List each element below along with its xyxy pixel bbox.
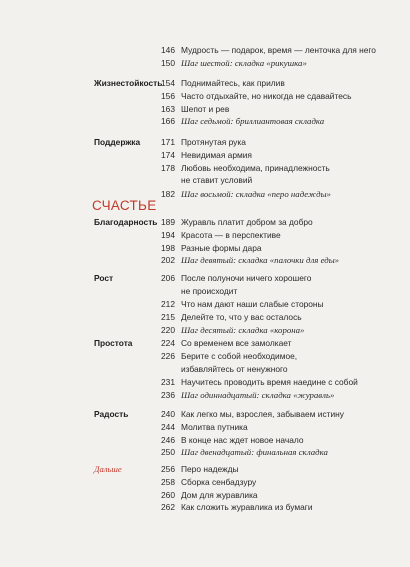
toc-entry: [0, 162, 410, 186]
page-number: 236: [161, 389, 175, 400]
entry-title: Шепот и рев: [181, 103, 230, 114]
section-label: Рост: [94, 273, 114, 283]
page-number: 215: [161, 311, 175, 322]
entry-title: Как сложить журавлика из бумаги: [181, 502, 313, 513]
section-label: Жизнестойкость: [94, 78, 163, 88]
toc-entry: [0, 115, 410, 127]
page-number: 182: [161, 188, 175, 199]
page-number: 174: [161, 149, 175, 160]
toc-entry: [0, 242, 410, 254]
toc-entry: [0, 136, 410, 148]
page-number: 194: [161, 229, 175, 240]
entry-title: Сборка сенбадзуру: [181, 476, 257, 487]
page-number: 146: [161, 45, 175, 55]
entry-title: Как легко мы, взрослея, забываем истину: [181, 409, 344, 419]
section-label: Радость: [94, 409, 129, 419]
toc-entry: [0, 298, 410, 310]
page-number: 256: [161, 464, 175, 474]
toc-entry: [0, 103, 410, 115]
section-label: Простота: [94, 338, 133, 348]
toc-entry: [0, 272, 410, 296]
page-number: 150: [161, 57, 175, 68]
page-number: 156: [161, 90, 175, 101]
page-number: 202: [161, 255, 175, 266]
toc-entry: [0, 254, 410, 266]
entry-title: Протянутая рука: [181, 137, 246, 147]
toc-entry: [0, 350, 410, 374]
page-number: 212: [161, 299, 175, 310]
toc-entry: [0, 188, 410, 200]
entry-title: Берите с собой необходимое, избавляйтесь от ненужного: [181, 350, 298, 374]
page-number: 240: [161, 409, 175, 419]
page-number: 166: [161, 116, 175, 127]
toc-entry: [0, 376, 410, 388]
page-number: 198: [161, 242, 175, 253]
page-number: 244: [161, 421, 175, 432]
toc-entry: [0, 324, 410, 336]
page-number: 163: [161, 103, 175, 114]
page-number: 220: [161, 324, 175, 335]
entry-title: Красота — в перспективе: [181, 229, 281, 240]
toc-entry: [0, 476, 410, 488]
entry-title: Делейте то, что у вас осталось: [181, 311, 302, 322]
section-label: Поддержка: [94, 137, 141, 147]
page-number: 189: [161, 217, 175, 227]
entry-title: Перо надежды: [181, 464, 239, 474]
entry-title: В конце нас ждет новое начало: [181, 434, 304, 445]
toc-entry: [0, 57, 410, 69]
toc-entry: [0, 90, 410, 102]
entry-title: Шаг двенадцатый: финальная складка: [181, 447, 328, 458]
entry-title: Мудрость — подарок, время — ленточка для него: [181, 45, 376, 55]
toc-entry: [0, 229, 410, 241]
page-number: 258: [161, 476, 175, 487]
entry-title: Шаг седьмой: бриллиантовая складка: [181, 116, 325, 127]
entry-title: Шаг девятый: складка «палочки для еды»: [181, 255, 340, 266]
page-number: 226: [161, 350, 175, 361]
entry-title: Шаг шестой: складка «рикушка»: [181, 57, 307, 68]
toc-entry: [0, 463, 410, 475]
toc-entry: [0, 446, 410, 458]
toc-entry: [0, 389, 410, 401]
entry-title: Молитва путника: [181, 421, 248, 432]
section-label: Дальше: [94, 464, 122, 474]
entry-title: Разные формы дара: [181, 242, 262, 253]
entry-title: Научитесь проводить время наедине с собой: [181, 376, 358, 387]
page-number: 224: [161, 338, 175, 348]
entry-title: Невидимая армия: [181, 149, 252, 160]
toc-entry: [0, 149, 410, 161]
entry-title: Шаг одиннадцатый: складка «журавль»: [181, 389, 335, 400]
toc-entry: [0, 434, 410, 446]
entry-title: Шаг восьмой: складка «перо надежды»: [181, 188, 331, 199]
page-number: 246: [161, 434, 175, 445]
toc-entry: [0, 311, 410, 323]
part-heading: СЧАСТЬЕ: [92, 198, 157, 213]
toc-entry: [0, 337, 410, 349]
entry-title: Шаг десятый: складка «корона»: [181, 324, 305, 335]
entry-title: Поднимайтесь, как прилив: [181, 78, 285, 88]
page-number: 250: [161, 447, 175, 458]
page-number: 171: [161, 137, 175, 147]
toc-entry: [0, 408, 410, 420]
entry-title: Любовь необходима, принадлежность не ставит условий: [181, 162, 330, 186]
entry-title: После полуночи ничего хорошего не происходит: [181, 273, 312, 296]
entry-title: Часто отдыхайте, но никогда не сдавайтесь: [181, 90, 352, 101]
entry-title: Дом для журавлика: [181, 489, 258, 500]
entry-title: Что нам дают наши слабые стороны: [181, 299, 324, 310]
page-number: 206: [161, 273, 175, 283]
page-number: 231: [161, 376, 175, 387]
page-number: 154: [161, 78, 175, 88]
entry-title: Со временем все замолкает: [181, 338, 292, 348]
toc-entry: [0, 216, 410, 228]
page-number: 260: [161, 489, 175, 500]
toc-entry: [0, 77, 410, 89]
toc-entry: [0, 489, 410, 501]
page-number: 262: [161, 502, 175, 513]
toc-entry: [0, 501, 410, 513]
toc-entry: [0, 44, 410, 56]
entry-title: Журавль платит добром за добро: [181, 217, 313, 227]
section-label: Благодарность: [94, 217, 158, 227]
toc-entry: [0, 421, 410, 433]
page-number: 178: [161, 162, 175, 173]
